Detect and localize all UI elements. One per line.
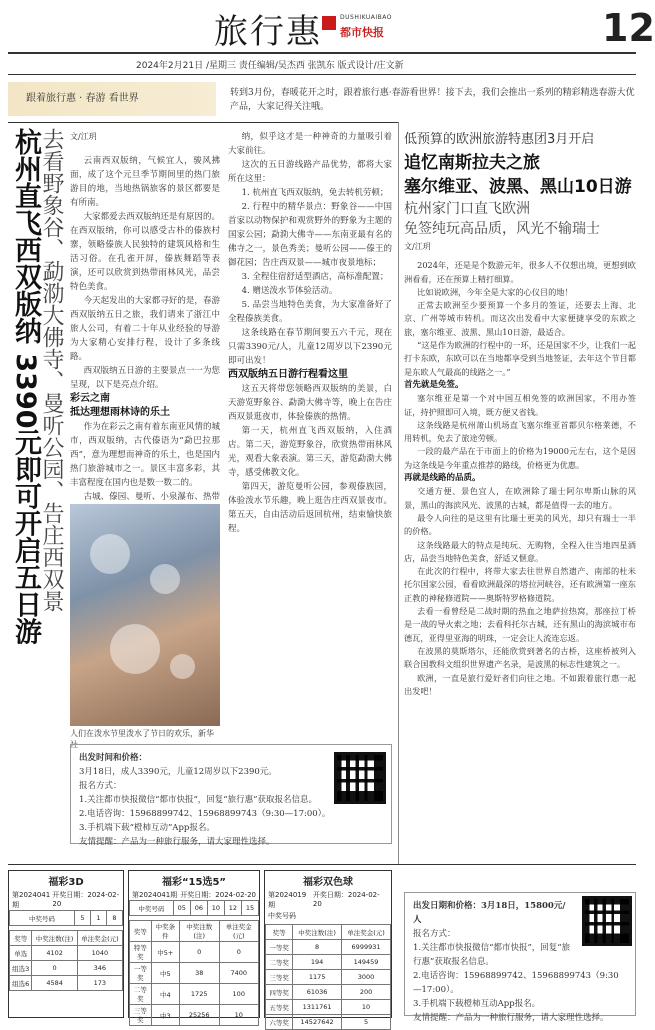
table-cell: 10	[219, 1005, 258, 1026]
right-para: 在此次的行程中，将带大家去往世界自然遗产、南部的杜米托尔国家公园，看看欧洲最深的塔拉河峡谷，还有欧洲第一座东正教的神秘修道院——奥斯特罗格修道院。	[404, 566, 636, 603]
p15-number: 10	[207, 901, 224, 916]
right-headline-1: 追忆南斯拉夫之旅	[404, 153, 540, 173]
table-cell: 中3	[151, 1005, 179, 1026]
fc3d-number: 1	[90, 911, 106, 926]
table-header: 单注奖金(元)	[219, 921, 258, 942]
water-splashing-festival-photo	[70, 504, 220, 726]
campaign-intro: 转到3月份，春暖花开之时，跟着旅行惠·春游看世界！接下去，我们会推出一系列的精彩精选春游大优产品，大家记得关注哦。	[230, 88, 635, 112]
newspaper-logo-icon	[322, 16, 336, 30]
right-para: 塞尔维亚是第一个对中国互相免签的欧洲国家，不用办签证，持护照即可入境，既方便又省钱。	[404, 393, 636, 417]
ssq-title: 福彩双色球	[303, 877, 353, 888]
header-rule	[8, 52, 636, 54]
lottery-15x5	[128, 870, 260, 1024]
table-cell: 7400	[219, 963, 258, 984]
meta-rule	[8, 74, 636, 75]
table-header: 奖等	[10, 931, 32, 946]
right-info-title: 出发日期和价格：3月18日，15800元/人	[413, 901, 566, 925]
mid-para: 纳，似乎这才是一种神奇的力量吸引着大家前往。	[228, 132, 392, 156]
table-cell: 四等奖	[266, 985, 293, 1000]
table-cell: 六等奖	[266, 1015, 293, 1030]
fc3d-numbers-label: 中奖号码	[10, 911, 75, 926]
right-para: 最令人向往的是这里有比瑞士更美的风光，却只有瑞士一半的价格。	[404, 512, 636, 537]
p15-number: 05	[173, 901, 190, 916]
ssq-numbers-label: 中奖号码	[268, 912, 296, 920]
mid-para: 2. 行程中的精华景点：野象谷——中国首家以动物保护和观赏野外的野象为主题的国家公园；勐泐大佛寺——东南亚最有名的佛寺之一，景色秀美；曼听公园——傣王的御花园；告庄西双景——城市夜景地标；	[228, 202, 392, 268]
table-cell: 200	[342, 985, 391, 1000]
table-cell: 38	[179, 963, 219, 984]
left-info-line: 报名方式：	[79, 781, 122, 791]
table-row	[10, 911, 123, 926]
table-cell: 1311761	[293, 1000, 342, 1015]
left-article-col1	[70, 130, 220, 518]
table-row	[130, 921, 259, 942]
table-header: 单注奖金(元)	[77, 931, 122, 946]
right-para: 比如说欧洲，今年全是大家的心仪目的地！	[417, 286, 573, 297]
left-para: 今天起发出的大家都寻好的是，春游西双版纳五日之旅，我们请来了浙江中旅人公司，有着二十年从业经验的导游为大家精心安排行程，设计了多条线路。	[70, 296, 220, 362]
table-cell: 五等奖	[266, 1000, 293, 1015]
p15-date: 开奖日期：2024-02-20	[180, 891, 256, 899]
mid-para: 这五天将带您领略西双版纳的美景，白天游览野象谷、勐泐大佛寺等，晚上在告庄西双景逛夜市，体验傣族的热情。	[228, 384, 392, 422]
table-cell: 组选6	[10, 976, 32, 991]
ssq-date: 开奖日期：2024-02-20	[312, 891, 380, 908]
table-header: 奖等	[266, 925, 293, 940]
right-author: 文/江玥	[404, 242, 431, 251]
table-cell: 0	[179, 942, 219, 963]
logo-chinese: 都市快报	[340, 26, 384, 39]
table-cell: 0	[219, 942, 258, 963]
table-cell: 149459	[342, 955, 391, 970]
right-para: 一段的最产品在于市面上的价格为19000元左右，这个是因为这条线是今年重点推荐的路线，价格更为优惠。	[404, 446, 636, 470]
table-cell: 3000	[342, 970, 391, 985]
left-info-line: 1.关注都市快报微信“都市快报”，回复“旅行惠”获取报名信息。	[79, 795, 317, 805]
right-deck-1: 杭州家门口直飞欧洲	[404, 201, 530, 217]
table-cell: 1175	[293, 970, 342, 985]
p15-numbers-label: 中奖号码	[130, 901, 174, 916]
right-kicker: 低预算的欧洲旅游特惠团3月开启	[404, 132, 595, 147]
table-cell: 中4	[151, 984, 179, 1005]
right-info-line: 1.关注都市快报微信“都市快报”，回复“旅行惠”获取报名信息。	[413, 943, 571, 967]
right-info-line: 友情提醒：产品为一种旅行服务，请大家理性选择。	[413, 1013, 609, 1023]
table-row	[10, 961, 123, 976]
table-header: 中奖注数(注)	[293, 925, 342, 940]
table-cell: 特等奖	[130, 942, 152, 963]
left-info-line: 2.电话咨询：15968899742、15968899743（9:30—17:00）。	[79, 809, 331, 819]
right-info-line: 2.电话咨询：15968899742、15968899743（9:30—17:00）。	[413, 971, 619, 995]
table-row	[266, 1000, 391, 1015]
left-qr-code[interactable]	[334, 752, 386, 804]
table-cell: 25256	[179, 1005, 219, 1026]
right-headline-2: 塞尔维亚、波黑、黑山10日游	[404, 177, 632, 197]
right-para: “这是作为欧洲的行程中的一环，还是国家不少，让我们一起打卡东欧，东欧可以在当地都享受到当地签证，去年这个节目都是东欧人气最高的线路之一。”	[404, 340, 636, 377]
right-para: 首先就是免签。	[404, 379, 464, 390]
table-cell: 中5+	[151, 942, 179, 963]
right-para: 再就是线路的品质。	[404, 473, 481, 484]
left-info-line: 友情提醒：产品为一种旅行服务，请大家理性选择。	[79, 837, 275, 847]
table-row	[266, 925, 391, 940]
mid-para: 第四天，游览曼听公园，参观傣族园，体验泼水节乐趣，晚上逛告庄西双景夜市。第五天，自由活动后返回杭州，结束愉快旅程。	[228, 482, 392, 534]
right-qr-code[interactable]	[582, 896, 632, 946]
left-section-title: 彩云之南 抵达理想雨林诗的乐土	[70, 393, 170, 418]
table-cell: 6999931	[342, 940, 391, 955]
table-cell: 346	[77, 961, 122, 976]
lottery-fc3d	[8, 870, 124, 1018]
table-row	[130, 942, 259, 963]
table-header: 中奖注数(注)	[179, 921, 219, 942]
table-row	[10, 976, 123, 991]
left-para: 大家都爱去西双版纳还是有原因的。在西双版纳，你可以感受古朴的傣族村寨，领略傣族人民独特的建筑风格和生活习俗。在孔雀开屏，傣族舞蹈等表演，还可以欣赏到热带雨林风光，品尝特色美食。	[70, 212, 220, 292]
p15-title: 福彩“15选5”	[161, 877, 227, 888]
campaign-banner: 跟着旅行惠 · 春游 看世界	[8, 82, 216, 116]
p15-number: 15	[241, 901, 258, 916]
left-para: 作为在彩云之南有着东南亚风情的城市，西双版纳，古代傣语为“勐巴拉那西”，意为理想而神奇的乐土，也是国内热门旅游城市之一。景区丰富多彩，其丰富程度在国内也是数一数二的。	[70, 422, 220, 488]
left-article-col2	[228, 130, 392, 536]
table-header: 中奖注数(注)	[32, 931, 77, 946]
table-cell: 一等奖	[266, 940, 293, 955]
section-title: 旅行惠	[214, 12, 322, 52]
page-number: 12	[602, 6, 655, 50]
mid-para: 1. 杭州直飞西双版纳，免去转机劳顿；	[241, 188, 389, 198]
logo-english: DUSHIKUAIBAO	[340, 14, 392, 21]
table-cell: 三等奖	[130, 1005, 152, 1026]
lottery-rule	[8, 864, 636, 865]
table-row	[130, 901, 259, 916]
left-info-line: 3月18日，成人3390元，儿童12周岁以下2390元。	[79, 767, 277, 777]
table-row	[130, 963, 259, 984]
issue-meta: 2024年2月21日 /星期三 责任编辑/吴杰西 张凯东 版式设计/庄文新	[136, 61, 404, 71]
table-cell: 5	[342, 1015, 391, 1030]
table-cell: 0	[32, 961, 77, 976]
left-author: 文/江玥	[70, 132, 97, 141]
right-para: 去看一看曾经是二战时期的热血之地萨拉热窝，那座拉丁桥是一战的导火索之地；去看科托尔古城，还有黑山的海滨城市布德瓦，亚得里亚海的明珠，一定会让人流连忘返。	[404, 606, 636, 643]
table-row	[130, 1005, 259, 1026]
right-para: 2024年，还是是个数游元年，很多人不仅想出境，更想到欧洲看看，还在预算上精打细算。	[404, 260, 636, 284]
mid-para: 这次的五日游线路产品优势，都将大家所在这里：	[228, 160, 392, 184]
mid-para: 3. 全程住宿舒适型酒店，高标准配置；	[241, 272, 389, 282]
table-header: 奖等	[130, 921, 152, 942]
right-deck-2: 免签纯玩高品质，风光不输瑞士	[404, 221, 600, 237]
mid-section-title: 西双版纳五日游行程看这里	[228, 369, 348, 380]
table-cell: 4584	[32, 976, 77, 991]
table-cell: 二等奖	[266, 955, 293, 970]
table-cell: 173	[77, 976, 122, 991]
left-subheadline: 去看野象谷、勐泐大佛寺、曼听公园、告庄西双景	[39, 128, 64, 612]
table-cell: 100	[219, 984, 258, 1005]
table-cell: 中5	[151, 963, 179, 984]
table-row	[266, 985, 391, 1000]
fc3d-number: 8	[106, 911, 122, 926]
right-para: 这条线路是杭州萧山机场直飞塞尔维亚首都贝尔格莱德，不用转机，免去了旅途劳顿。	[404, 419, 636, 444]
table-row	[266, 940, 391, 955]
fc3d-title: 福彩3D	[48, 877, 84, 888]
table-cell: 10	[342, 1000, 391, 1015]
table-cell: 三等奖	[266, 970, 293, 985]
fc3d-issue: 第2024041期	[12, 891, 51, 909]
p15-number: 12	[224, 901, 241, 916]
mid-para: 4. 赠送泼水节体验活动。	[241, 286, 338, 296]
p15-number: 06	[190, 901, 207, 916]
banner-rule	[8, 122, 398, 123]
fc3d-date: 开奖日期：2024-02-20	[52, 891, 120, 908]
right-info-line: 3.手机端下载橙柿互动App报名。	[413, 999, 541, 1009]
right-para: 在波黑的莫斯塔尔，还能欣赏到著名的古桥，这座桥被列入联合国教科文组织世界遗产名录，是波黑的标志性建筑之一。	[404, 645, 636, 670]
table-row	[266, 1015, 391, 1030]
table-cell: 二等奖	[130, 984, 152, 1005]
mid-para: 5. 品尝当地特色美食，为大家准备好了全程傣族美食。	[228, 300, 392, 324]
table-row	[10, 931, 123, 946]
left-info-line: 3.手机端下载“橙柿互动”App报名。	[79, 823, 215, 833]
table-cell: 一等奖	[130, 963, 152, 984]
right-para: 交通方便、景色宜人，在欧洲除了瑞士阿尔卑斯山脉的风景，黑山的海滨风光、波黑的古城，都是值得一去的地方。	[404, 486, 636, 510]
table-cell: 4102	[32, 946, 77, 961]
left-para: 古城、傣园、曼听、小泉瀑布、热带	[83, 492, 220, 502]
right-para: 正常去欧洲至少要预算一个多月的签证，还要去上海、北京、广州等城市转机。而这次出发看中大家便捷享受的东欧之旅，塞尔维亚、波黑、黑山10日游，最适合。	[404, 300, 636, 337]
table-header: 单注奖金(元)	[342, 925, 391, 940]
photo-caption: 人们在泼水节里泼水了节日的欢乐，新华社	[70, 729, 214, 749]
right-article-body	[404, 240, 636, 698]
table-row	[130, 984, 259, 1005]
table-cell: 8	[293, 940, 342, 955]
table-cell: 1725	[179, 984, 219, 1005]
right-para: 这条线路最大的特点是纯玩、无购物，全程入住当地四星酒店，品尝当地特色美食，舒适又惬意。	[404, 539, 636, 563]
left-info-title: 出发时间和价格：	[79, 753, 148, 763]
table-header: 中奖条件	[151, 921, 179, 942]
table-cell: 14527642	[293, 1015, 342, 1030]
left-para: 云南西双版纳，气候宜人，骏风拂面，成了这个元旦季节期间里的热门旅游目的地，当地热锅旅客的景区都要是有所南。	[70, 156, 220, 208]
ssq-issue: 第2024019期	[268, 891, 307, 909]
mid-para: 第一天，杭州直飞西双版纳，入住酒店。第二天，游览野象谷，欣赏热带雨林风光，观看大象表演。第三天，游览勐泐大佛寺，感受佛教文化。	[228, 426, 392, 478]
mid-para: 这条线路在春节期间要五六千元，现在只需3390元/人，儿童12周岁以下2390元即可出发！	[228, 328, 392, 366]
table-row	[266, 955, 391, 970]
p15-issue: 第2024041期	[132, 891, 178, 899]
left-headline: 杭州直飞西双版纳 3390元即可开启五日游	[10, 128, 41, 645]
left-para: 西双版纳五日游的主要景点一一为您呈现，以下是亮点介绍。	[70, 366, 220, 390]
right-info-line: 报名方式：	[413, 929, 456, 939]
table-cell: 194	[293, 955, 342, 970]
right-para: 欧洲，一直是旅行爱好者们向往之地。不如跟着旅行惠一起出发吧！	[404, 672, 636, 696]
table-row	[266, 970, 391, 985]
table-row	[10, 946, 123, 961]
table-cell: 组选3	[10, 961, 32, 976]
fc3d-number: 5	[74, 911, 90, 926]
table-cell: 1040	[77, 946, 122, 961]
table-cell: 61036	[293, 985, 342, 1000]
column-divider	[398, 122, 399, 864]
lottery-ssq	[264, 870, 392, 1027]
table-cell: 单选	[10, 946, 32, 961]
